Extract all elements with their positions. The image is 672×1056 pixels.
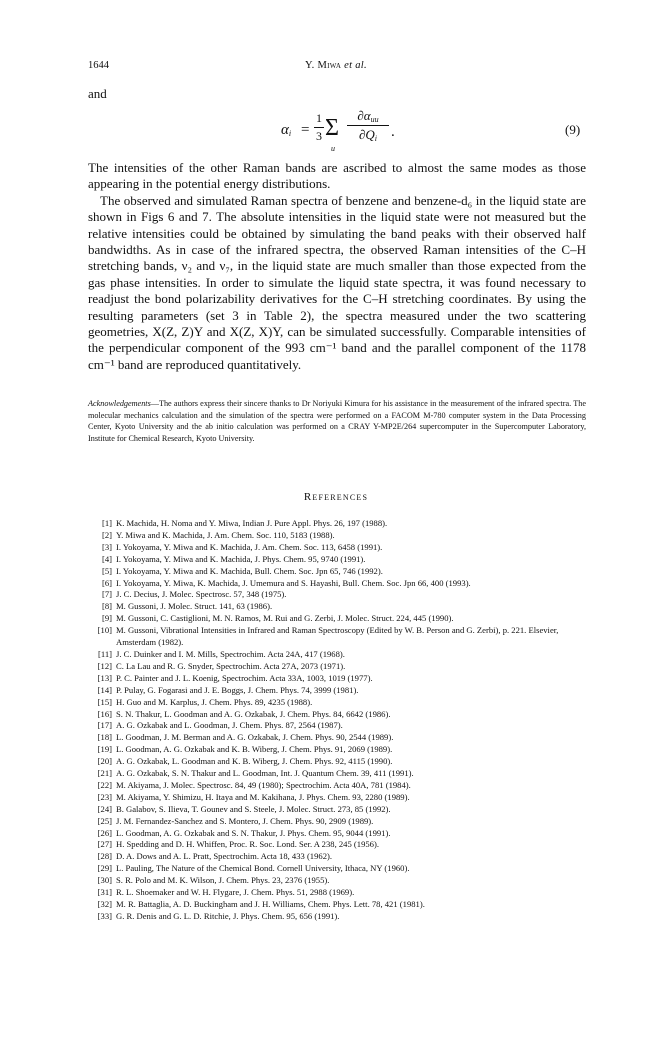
reference-text: I. Yokoyama, Y. Miwa and K. Machida, J. Am. Chem. Soc. 113, 6458 (1991).	[116, 541, 383, 552]
reference-item	[88, 911, 586, 923]
acknowledgements-text: —The authors express their sincere thanks to Dr Noriyuki Kimura for his assistance in the measurement of the infrared spectra. The molecular mechanics calculation and the simulation of the spectra were performed on a FACOM M-780 computer system in the Data Processing Center, Kyoto University and the ab initio calculation was performed on a CRAY Y-MP2E/264 supercomputer in the Supercomputer Laboratory, Institute for Chemical Research, Kyoto University.	[88, 399, 586, 443]
equation-equals: =	[301, 122, 310, 138]
acknowledgements	[88, 398, 586, 444]
reference-item	[88, 542, 586, 554]
reference-number: [11]	[98, 648, 112, 659]
reference-item	[88, 697, 586, 709]
reference-text: L. Goodman, J. M. Berman and A. G. Ozkabak, J. Chem. Phys. 90, 2544 (1989).	[116, 732, 394, 743]
reference-number: [10]	[97, 625, 112, 636]
reference-number: [16]	[97, 708, 112, 719]
reference-text: M. Akiyama, Y. Shimizu, H. Itaya and M. Kakihana, J. Phys. Chem. 93, 2280 (1989).	[116, 791, 410, 802]
reference-item	[88, 863, 586, 875]
reference-item	[88, 816, 586, 828]
reference-text: J. C. Duinker and I. M. Mills, Spectrochim. Acta 24A, 417 (1968).	[116, 648, 345, 659]
reference-number: [29]	[97, 863, 112, 874]
page-number: 1644	[88, 60, 109, 71]
reference-number: [26]	[97, 827, 112, 838]
reference-number: [5]	[101, 565, 112, 576]
reference-text: M. Gussoni, C. Castiglioni, M. N. Ramos, M. Rui and G. Zerbi, J. Molec. Struct. 224, 445 (1990).	[116, 613, 454, 624]
reference-item	[88, 828, 586, 840]
reference-number: [24]	[97, 803, 112, 814]
reference-text: J. M. Fernandez-Sanchez and S. Montero, J. Chem. Phys. 90, 2909 (1989).	[116, 815, 374, 826]
reference-text: A. G. Ozkabak, S. N. Thakur and L. Goodman, Int. J. Quantum Chem. 39, 411 (1991).	[116, 768, 414, 779]
reference-text: P. Pulay, G. Fogarasi and J. E. Boggs, J. Chem. Phys. 74, 3999 (1981).	[116, 684, 359, 695]
reference-text: R. L. Shoemaker and W. H. Flygare, J. Chem. Phys. 51, 2988 (1969).	[116, 887, 355, 898]
reference-text: Y. Miwa and K. Machida, J. Am. Chem. Soc. 110, 5183 (1988).	[116, 529, 335, 540]
reference-item	[88, 839, 586, 851]
reference-item	[88, 804, 586, 816]
acknowledgements-heading: Acknowledgements	[88, 399, 151, 408]
summation-symbol: Σ	[325, 115, 339, 141]
reference-number: [32]	[97, 899, 112, 909]
reference-number: [3]	[101, 541, 112, 552]
reference-number: [28]	[97, 851, 112, 862]
reference-item	[88, 899, 586, 911]
reference-number: [31]	[97, 887, 112, 898]
reference-item	[88, 601, 586, 613]
paragraph: The intensities of the other Raman bands are ascribed to almost the same modes as those appearing in the potential energy distributions.	[88, 160, 586, 192]
reference-number: [14]	[97, 684, 112, 695]
reference-item	[88, 756, 586, 768]
lead-word: and	[88, 86, 107, 101]
reference-item	[88, 720, 586, 732]
reference-item	[88, 578, 586, 590]
reference-item	[88, 566, 586, 578]
reference-number: [7]	[101, 589, 112, 600]
reference-number: [21]	[97, 768, 112, 779]
reference-item	[88, 661, 586, 673]
reference-item	[88, 649, 586, 661]
reference-text: L. Pauling, The Nature of the Chemical Bond. Cornell University, Ithaca, NY (1960).	[116, 863, 410, 874]
reference-item	[88, 851, 586, 863]
reference-number: [25]	[97, 815, 112, 826]
reference-item	[88, 887, 586, 899]
reference-number: [19]	[97, 744, 112, 755]
reference-item	[88, 530, 586, 542]
reference-text: M. Gussoni, Vibrational Intensities in Infrared and Raman Spectroscopy (Edited by W. B. Person and G. Zerbi), p. 221. Elsevier, Amsterdam (1982).	[116, 625, 559, 648]
reference-text: L. Goodman, A. G. Ozkabak and K. B. Wiberg, J. Chem. Phys. 91, 2069 (1989).	[116, 744, 393, 755]
equation-period: .	[391, 124, 395, 140]
reference-item	[88, 780, 586, 792]
reference-number: [8]	[101, 601, 112, 612]
reference-text: I. Yokoyama, Y. Miwa and K. Machida, Bull. Chem. Soc. Jpn 65, 746 (1992).	[116, 565, 383, 576]
reference-text: M. Gussoni, J. Molec. Struct. 141, 63 (1986).	[116, 601, 273, 612]
equation-derivative: $\partial\alpha_{uu}$ $\partial Q_i$	[347, 108, 389, 143]
reference-item	[88, 768, 586, 780]
reference-item	[88, 518, 586, 530]
equation-number: (9)	[565, 122, 581, 137]
summation-index: u	[331, 144, 335, 153]
reference-number: [22]	[97, 779, 112, 790]
body-text	[88, 160, 586, 373]
reference-number: [20]	[97, 756, 112, 767]
reference-item	[88, 875, 586, 887]
reference-item	[88, 589, 586, 601]
reference-item	[88, 613, 586, 625]
reference-text: I. Yokoyama, Y. Miwa, K. Machida, J. Umemura and S. Hayashi, Bull. Chem. Soc. Jpn 66, 400 (1993).	[116, 577, 471, 588]
reference-text: L. Goodman, A. G. Ozkabak and S. N. Thakur, J. Phys. Chem. 95, 9044 (1991).	[116, 827, 391, 838]
reference-number: [9]	[101, 613, 112, 624]
running-head	[0, 60, 672, 71]
reference-number: [33]	[97, 910, 112, 921]
reference-text: M. R. Battaglia, A. D. Buckingham and J. H. Williams, Chem. Phys. Lett. 78, 421 (1981).	[116, 899, 425, 909]
reference-item	[88, 709, 586, 721]
equation-fraction: 1 3	[316, 111, 322, 143]
reference-number: [17]	[97, 720, 112, 731]
reference-text: I. Yokoyama, Y. Miwa and K. Machida, J. Phys. Chem. 95, 9740 (1991).	[116, 553, 366, 564]
reference-number: [30]	[97, 875, 112, 886]
reference-item	[88, 732, 586, 744]
reference-text: H. Spedding and D. H. Whiffen, Proc. R. Soc. Lond. Ser. A 238, 245 (1956).	[116, 839, 379, 850]
reference-item	[88, 554, 586, 566]
equation-lhs: $\alpha_i$	[281, 122, 292, 138]
reference-text: A. G. Ozkabak, L. Goodman and K. B. Wiberg, J. Chem. Phys. 92, 4115 (1990).	[116, 756, 393, 767]
reference-number: [12]	[97, 660, 112, 671]
reference-item	[88, 685, 586, 697]
reference-text: A. G. Ozkabak and L. Goodman, J. Chem. Phys. 87, 2564 (1987).	[116, 720, 343, 731]
reference-item	[88, 792, 586, 804]
reference-text: D. A. Dows and A. L. Pratt, Spectrochim. Acta 18, 433 (1962).	[116, 851, 333, 862]
reference-text: M. Akiyama, J. Molec. Spectrosc. 84, 49 (1980); Spectrochim. Acta 40A, 781 (1984).	[116, 779, 411, 790]
reference-item	[88, 744, 586, 756]
reference-number: [1]	[101, 518, 112, 528]
reference-text: P. C. Painter and J. L. Koenig, Spectrochim. Acta 33A, 1003, 1019 (1977).	[116, 672, 373, 683]
references-heading: References	[303, 491, 369, 503]
reference-text: J. C. Decius, J. Molec. Spectrosc. 57, 348 (1975).	[116, 589, 287, 600]
running-head-prefix: Y.	[305, 60, 318, 71]
equation-9	[281, 106, 401, 158]
reference-item	[88, 673, 586, 685]
reference-number: [23]	[97, 791, 112, 802]
reference-number: [4]	[101, 553, 112, 564]
reference-text: H. Guo and M. Karplus, J. Chem. Phys. 89, 4235 (1988).	[116, 696, 313, 707]
reference-number: [15]	[97, 696, 112, 707]
reference-number: [18]	[97, 732, 112, 743]
reference-number: [27]	[97, 839, 112, 850]
running-head-name: Miwa	[317, 60, 342, 71]
reference-item	[88, 625, 586, 649]
paragraph: The observed and simulated Raman spectra of benzene and benzene-d₆ in the liquid state are shown in Figs 6 and 7. The absolute intensities in the liquid state were not measured but the relative intensities could be obtained by simulating the band peaks with their observed half bandwidths. As in case of the infrared spectra, the observed Raman intensities of the C–H stretching bands, ν₂ and ν₇, in the liquid state are much smaller than those expected from the gas phase intensities. In order to simulate the liquid state spectra, it was found necessary to readjust the bond polarizability derivatives for the C–H stretching coordinates. By using the resulting parameters (set 3 in Table 2), the spectra measured under the two scattering geometries, X(Z, Z)Y and X(Z, X)Y, can be simulated successfully. Comparable intensities of the perpendicular component of the 993 cm⁻¹ band and the parallel component of the 1178 cm⁻¹ band are reproduced quantitatively.	[88, 192, 586, 372]
reference-text: S. N. Thakur, L. Goodman and A. G. Ozkabak, J. Chem. Phys. 84, 6642 (1986).	[116, 708, 391, 719]
running-head-suffix: et al.	[341, 60, 367, 71]
reference-text: K. Machida, H. Noma and Y. Miwa, Indian J. Pure Appl. Phys. 26, 197 (1988).	[116, 518, 388, 528]
reference-number: [2]	[101, 529, 112, 540]
reference-list	[88, 518, 586, 923]
reference-number: [13]	[97, 672, 112, 683]
reference-text: C. La Lau and R. G. Snyder, Spectrochim. Acta 27A, 2073 (1971).	[116, 660, 346, 671]
reference-text: S. R. Polo and M. K. Wilson, J. Chem. Phys. 23, 2376 (1955).	[116, 875, 330, 886]
reference-number: [6]	[101, 577, 112, 588]
reference-text: G. R. Denis and G. L. D. Ritchie, J. Phys. Chem. 95, 656 (1991).	[116, 910, 340, 921]
reference-text: B. Galabov, S. Ilieva, T. Gounev and S. Steele, J. Molec. Struct. 273, 85 (1992).	[116, 803, 391, 814]
